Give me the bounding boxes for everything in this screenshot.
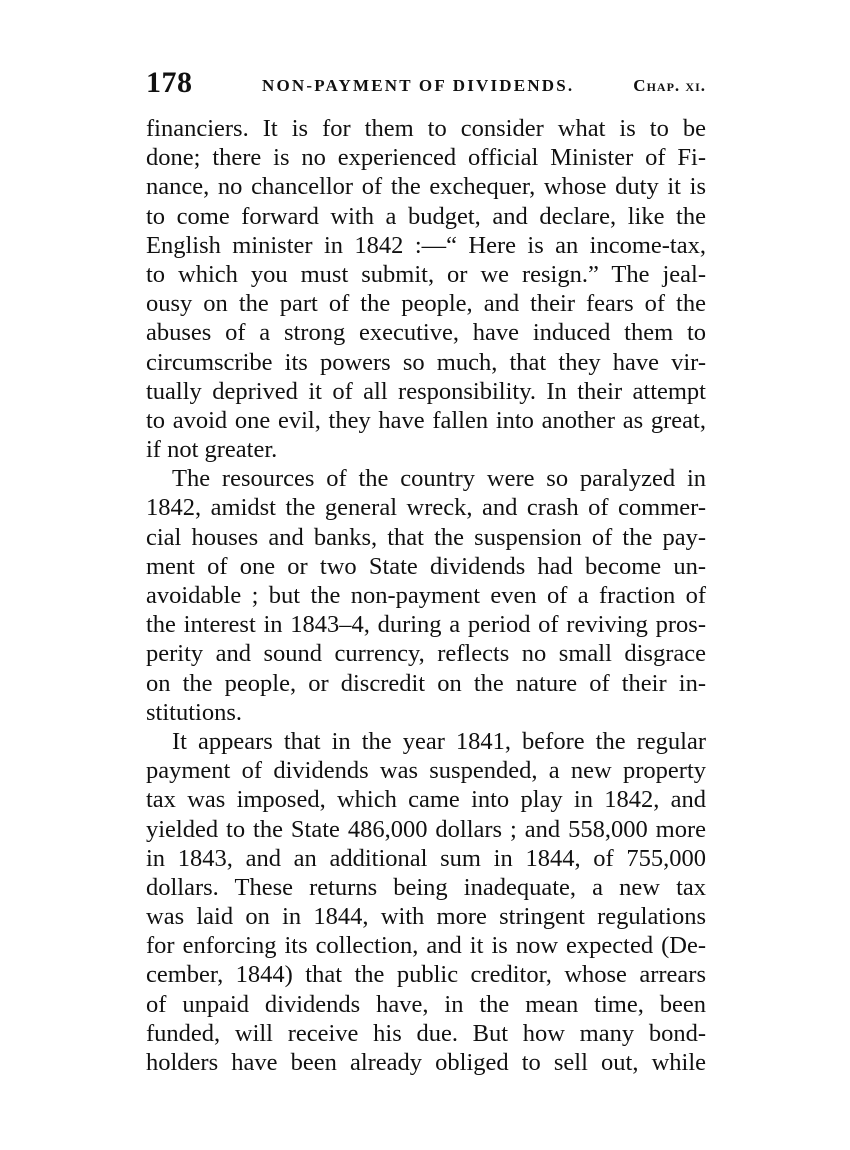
text-line: the interest in 1843–4, during a period of reviving pros- — [146, 611, 706, 639]
text-line: circumscribe its powers so much, that they have vir- — [146, 348, 706, 376]
text-line: English minister in 1842 :—“ Here is an income-tax, — [146, 231, 706, 259]
text-line: yielded to the State 486,000 dollars ; and 558,000 more — [146, 815, 706, 843]
text-line: was laid on in 1844, with more stringent regulations — [146, 903, 706, 931]
text-line: nance, no chancellor of the exchequer, whose duty it is — [146, 173, 706, 201]
text-line: dollars. These returns being inadequate, a new tax — [146, 873, 706, 901]
text-line: abuses of a strong executive, have induced them to — [146, 319, 706, 347]
text-line: financiers. It is for them to consider what is to be — [146, 115, 706, 142]
paragraph — [146, 727, 706, 1077]
text-line: to which you must submit, or we resign.” The jeal- — [146, 260, 706, 288]
text-line: of unpaid dividends have, in the mean time, been — [146, 990, 706, 1018]
text-line: It appears that in the year 1841, before the regular — [172, 727, 706, 755]
text-line: ment of one or two State dividends had become un- — [146, 552, 706, 580]
paragraph — [146, 464, 706, 727]
text-line: on the people, or discredit on the nature of their in- — [146, 669, 706, 697]
text-line: to come forward with a budget, and declare, like the — [146, 202, 706, 230]
text-line: for enforcing its collection, and it is now expected (De- — [146, 932, 706, 960]
text-line: payment of dividends was suspended, a new property — [146, 757, 706, 785]
text-line: The resources of the country were so paralyzed in — [172, 465, 706, 493]
text-line: 1842, amidst the general wreck, and crash of commer- — [146, 494, 706, 522]
text-line: funded, will receive his due. But how many bond- — [146, 1019, 706, 1047]
text-line: cember, 1844) that the public creditor, whose arrears — [146, 961, 706, 989]
text-line: if not greater. — [146, 436, 278, 464]
text-line: in 1843, and an additional sum in 1844, of 755,000 — [146, 844, 706, 872]
text-line: stitutions. — [146, 698, 242, 726]
running-title: NON-PAYMENT OF DIVIDENDS. — [262, 76, 575, 95]
text-line: to avoid one evil, they have fallen into another as great, — [146, 406, 706, 434]
text-line: tax was imposed, which came into play in 1842, and — [146, 786, 706, 814]
text-line: done; there is no experienced official Minister of Fi- — [146, 144, 706, 172]
paragraph — [146, 114, 706, 464]
page-number: 178 — [146, 66, 193, 99]
text-line: avoidable ; but the non-payment even of a fraction of — [146, 582, 706, 609]
text-line: cial houses and banks, that the suspension of the pay- — [146, 523, 706, 551]
running-head — [146, 66, 706, 102]
text-line: tually deprived it of all responsibility. In their attempt — [146, 377, 706, 405]
text-line: perity and sound currency, reflects no small disgrace — [146, 640, 706, 668]
chapter-reference: Chap. xi. — [633, 76, 706, 95]
text-line: ousy on the part of the people, and their fears of the — [146, 290, 706, 318]
body-text — [146, 114, 706, 1077]
text-line: holders have been already obliged to sell out, while — [146, 1049, 706, 1076]
